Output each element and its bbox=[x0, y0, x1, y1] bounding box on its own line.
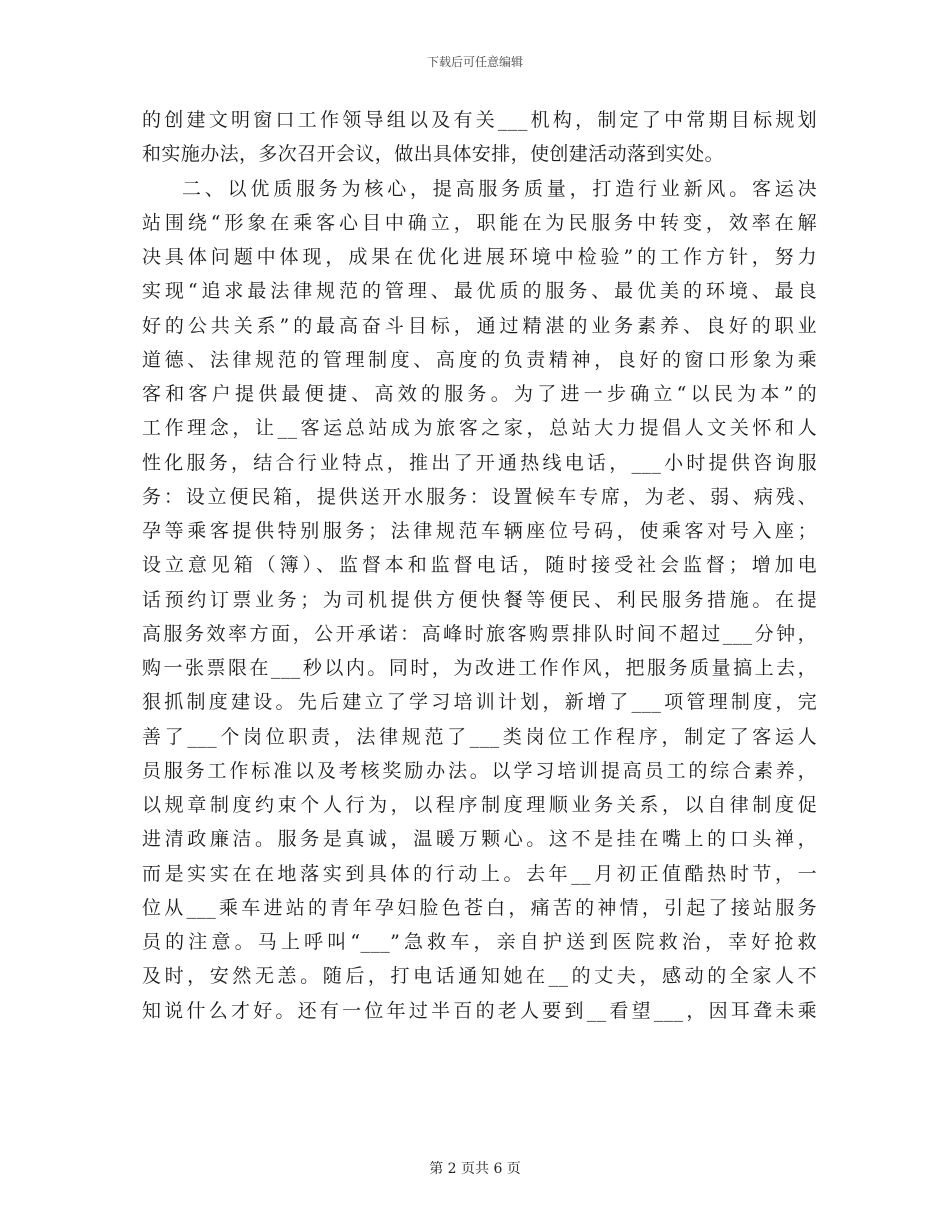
body-line: 道德、法律规范的管理制度、高度的负责精神，良好的窗口形象为乘 bbox=[142, 348, 817, 371]
body-line: 高服务效率方面，公开承诺：高峰时旅客购票排队时间不超过___分钟， bbox=[142, 622, 817, 645]
body-line: 站围绕“形象在乘客心目中确立，职能在为民服务中转变，效率在解 bbox=[142, 211, 817, 234]
body-line: 二、以优质服务为核心，提高服务质量，打造行业新风。客运决 bbox=[182, 177, 817, 200]
body-line: 善了___个岗位职责，法律规范了___类岗位工作程序，制定了客运人 bbox=[142, 725, 817, 748]
body-line: 务：设立便民箱，提供送开水服务：设置候车专席，为老、弱、病残、 bbox=[142, 485, 817, 508]
body-line: 及时，安然无恙。随后，打电话通知她在__的丈夫，感动的全家人不 bbox=[142, 965, 817, 988]
body-line: 决具体问题中体现，成果在优化进展环境中检验”的工作方针，努力 bbox=[142, 246, 817, 268]
body-line: 性化服务，结合行业特点，推出了开通热线电话，___小时提供咨询服 bbox=[142, 451, 817, 474]
body-line: 狠抓制度建设。先后建立了学习培训计划，新增了___项管理制度，完 bbox=[142, 691, 817, 714]
page-number: 第 2 页共 6 页 bbox=[429, 1161, 521, 1177]
body-line: 进清政廉洁。服务是真诚，温暖万颗心。这不是挂在嘴上的口头禅， bbox=[142, 828, 817, 851]
body-line: 位从___乘车进站的青年孕妇脸色苍白，痛苦的神情，引起了接站服务 bbox=[142, 896, 817, 919]
body-line: 工作理念，让__客运总站成为旅客之家，总站大力提倡人文关怀和人 bbox=[142, 417, 817, 440]
body-line: 好的公共关系”的最高奋斗目标，通过精湛的业务素养、良好的职业 bbox=[142, 314, 817, 337]
body-line: 员服务工作标准以及考核奖励办法。以学习培训提高员工的综合素养， bbox=[142, 759, 817, 782]
body-line: 购一张票限在___秒以内。同时，为改进工作作风，把服务质量搞上去， bbox=[142, 657, 817, 679]
body-line: 实现“追求最法律规范的管理、最优质的服务、最优美的环境、最良 bbox=[142, 280, 817, 303]
body-line: 话预约订票业务；为司机提供方便快餐等便民、利民服务措施。在提 bbox=[142, 588, 817, 611]
body-line: 以规章制度约束个人行为，以程序制度理顺业务关系，以自律制度促 bbox=[142, 794, 817, 816]
page-header: 下载后可任意编辑 bbox=[426, 55, 523, 69]
body-line: 客和客户提供最便捷、高效的服务。为了进一步确立“以民为本”的 bbox=[142, 383, 817, 405]
body-line: 和实施办法，多次召开会议，做出具体安排，使创建活动落到实处。 bbox=[142, 143, 725, 166]
body-line: 设立意见箱（簿）、监督本和监督电话，随时接受社会监督；增加电 bbox=[142, 554, 817, 577]
body-line: 知说什么才好。还有一位年过半百的老人要到__看望___，因耳聋未乘 bbox=[142, 999, 817, 1022]
document-body bbox=[142, 103, 817, 1028]
body-line: 的创建文明窗口工作领导组以及有关___机构，制定了中常期目标规划 bbox=[142, 109, 817, 131]
body-line: 而是实实在在地落实到具体的行动上。去年__月初正值酷热时节，一 bbox=[142, 862, 817, 885]
body-line: 孕等乘客提供特别服务；法律规范车辆座位号码，使乘客对号入座； bbox=[142, 520, 817, 542]
body-line: 员的注意。马上呼叫“___”急救车，亲自护送到医院救治，幸好抢救 bbox=[142, 931, 817, 953]
